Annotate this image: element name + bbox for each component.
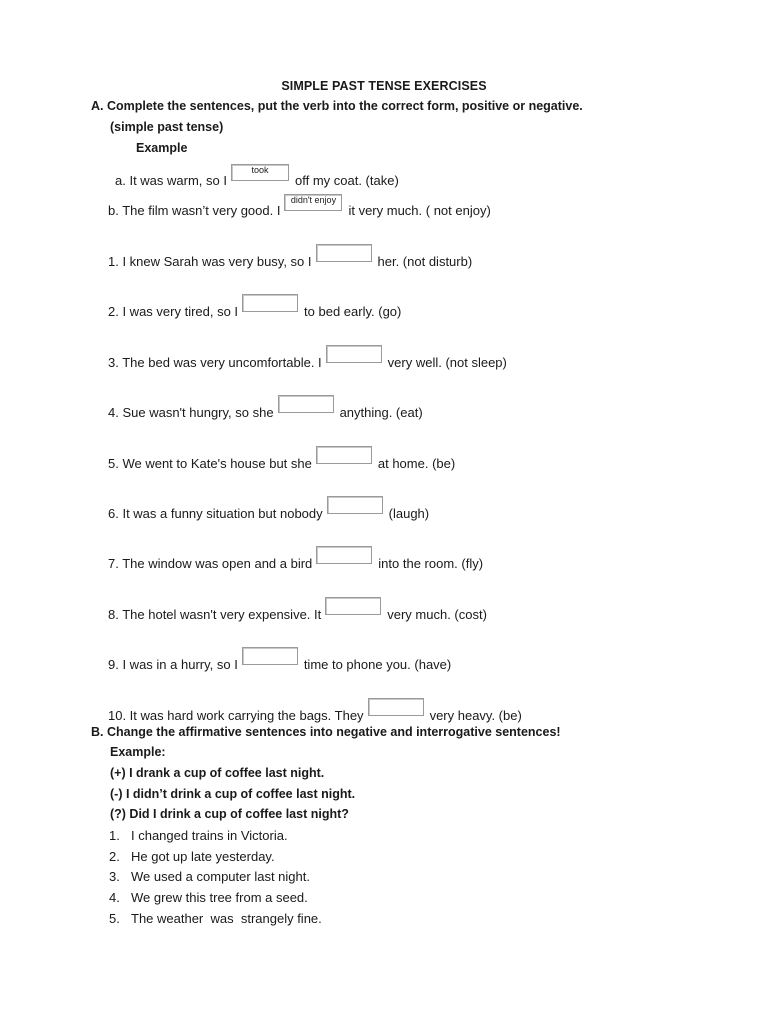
item-10-before: 10. It was hard work carrying the bags. They [108, 708, 364, 723]
section-a-subheading: (simple past tense) [110, 120, 224, 134]
item-6-before: 6. It was a funny situation but nobody [108, 506, 323, 521]
list-item-number: 4. [109, 890, 120, 905]
list-item [109, 829, 288, 842]
exercise-item-5 [108, 452, 455, 470]
item-3-after: very well. (not sleep) [387, 355, 507, 370]
item-2-before: 2. I was very tired, so I [108, 304, 239, 319]
item-3-answer-input[interactable] [326, 345, 382, 363]
item-10-after: very heavy. (be) [429, 708, 522, 723]
exercise-item-9 [108, 653, 451, 671]
item-8-answer-input[interactable] [325, 597, 381, 615]
example-a-answer-box: took [231, 164, 289, 181]
list-item-text: I changed trains in Victoria. [131, 828, 288, 843]
section-a-heading: A. Complete the sentences, put the verb into the correct form, positive or negative. [91, 99, 583, 113]
example-interrogative: (?) Did I drink a cup of coffee last night? [110, 807, 349, 821]
list-item [109, 891, 308, 904]
example-negative: (-) I didn’t drink a cup of coffee last night. [110, 787, 356, 801]
example-b-before: b. The film wasn’t very good. I [108, 203, 281, 218]
item-4-answer-input[interactable] [278, 395, 334, 413]
item-9-before: 9. I was in a hurry, so I [108, 657, 238, 672]
item-7-answer-input[interactable] [316, 546, 372, 564]
item-4-before: 4. Sue wasn't hungry, so she [108, 405, 274, 420]
example-label: Example [136, 141, 188, 155]
list-item [109, 870, 310, 883]
example-b-answer-box: didn't enjoy [284, 194, 342, 211]
example-a-after: off my coat. (take) [294, 173, 399, 188]
section-b-example-label: Example: [110, 745, 166, 759]
list-item [109, 912, 322, 925]
exercise-item-10 [108, 704, 522, 722]
example-b-after: it very much. ( not enjoy) [348, 203, 491, 218]
item-7-before: 7. The window was open and a bird [108, 556, 313, 571]
exercise-item-7 [108, 552, 483, 570]
item-1-after: her. (not disturb) [377, 254, 473, 269]
exercise-item-2 [108, 300, 401, 318]
item-1-before: 1. I knew Sarah was very busy, so I [108, 254, 312, 269]
list-item-number: 1. [109, 828, 120, 843]
item-5-before: 5. We went to Kate's house but she [108, 456, 312, 471]
example-a [115, 165, 399, 188]
item-6-after: (laugh) [388, 506, 430, 521]
item-9-answer-input[interactable] [242, 647, 298, 665]
list-item [109, 850, 275, 863]
example-positive: (+) I drank a cup of coffee last night. [110, 766, 325, 780]
list-item-text: He got up late yesterday. [131, 849, 275, 864]
list-item-text: The weather was strangely fine. [131, 911, 322, 926]
example-b [108, 195, 491, 218]
item-10-answer-input[interactable] [368, 698, 424, 716]
item-5-after: at home. (be) [377, 456, 456, 471]
item-8-after: very much. (cost) [387, 607, 487, 622]
item-5-answer-input[interactable] [316, 446, 372, 464]
list-item-text: We used a computer last night. [131, 869, 310, 884]
item-9-after: time to phone you. (have) [303, 657, 452, 672]
list-item-text: We grew this tree from a seed. [131, 890, 308, 905]
exercise-item-1 [108, 250, 472, 268]
item-6-answer-input[interactable] [327, 496, 383, 514]
example-a-before: a. It was warm, so I [115, 173, 227, 188]
item-3-before: 3. The bed was very uncomfortable. I [108, 355, 322, 370]
item-2-answer-input[interactable] [242, 294, 298, 312]
item-8-before: 8. The hotel wasn't very expensive. It [108, 607, 322, 622]
item-1-answer-input[interactable] [316, 244, 372, 262]
page-title: SIMPLE PAST TENSE EXERCISES [281, 79, 487, 93]
list-item-number: 2. [109, 849, 120, 864]
exercise-item-4 [108, 401, 423, 419]
list-item-number: 3. [109, 869, 120, 884]
exercise-item-8 [108, 603, 487, 621]
item-7-after: into the room. (fly) [378, 556, 484, 571]
item-2-after: to bed early. (go) [304, 304, 402, 319]
list-item-number: 5. [109, 911, 120, 926]
item-4-after: anything. (eat) [339, 405, 423, 420]
exercise-item-3 [108, 351, 507, 369]
section-b-heading: B. Change the affirmative sentences into negative and interrogative sentences! [91, 725, 561, 739]
exercise-item-6 [108, 502, 429, 520]
